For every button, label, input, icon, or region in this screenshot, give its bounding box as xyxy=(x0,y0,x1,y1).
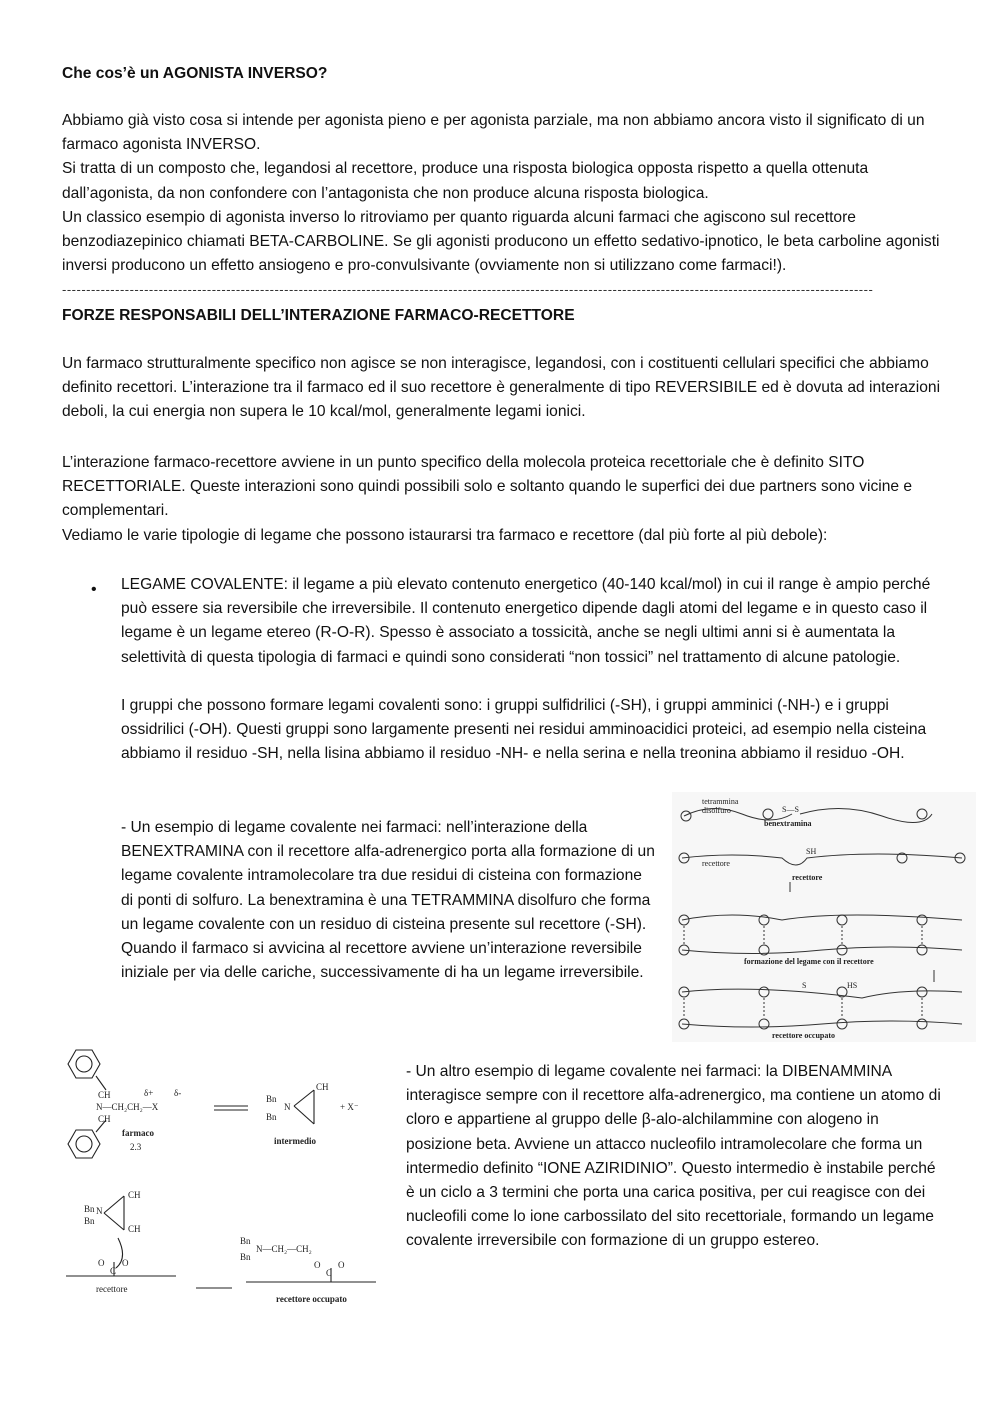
label-bn-6: Bn xyxy=(240,1252,251,1262)
label-o-3: O xyxy=(314,1260,321,1270)
section-title-forze: FORZE RESPONSABILI DELL’INTERAZIONE FARMACO-RECETTORE xyxy=(62,307,575,324)
label-recettore-dib: recettore xyxy=(96,1284,128,1294)
label-ss: S—S xyxy=(782,805,799,814)
label-n-2: N xyxy=(96,1206,103,1216)
label-benextramina: benextramina xyxy=(764,819,812,828)
agonista-inverso-paragraph xyxy=(62,109,942,278)
label-num: 2.3 xyxy=(130,1142,142,1152)
label-recettore-2: recettore xyxy=(792,873,823,882)
dibenammina-paragraph: - Un altro esempio di legame covalente nei farmaci: la DIBENAMMINA interagisce sempre con il recettore alfa-adrenergico, ma contiene un atomo di cloro e appartiene al gruppo delle β-alo-alchilammine con alogeno in posizione beta. Avviene un attacco nucleofilo intramolecolare che forma un intermedio definito “IONE AZIRIDINIO”. Questo intermedio è instabile perché è un ciclo a 3 termini che porta una carica positiva, per cui reagisce con dei nucleofili come lo ione carbossilato del sito recettoriale, formando un legame covalente irreversibile con formazione di un gruppo estereo. xyxy=(406,1063,941,1250)
forze-paragraph-2: L’interazione farmaco-recettore avviene in un punto specifico della molecola proteica recettoriale che è definito SITO RECETTORIALE. Queste interazioni sono quindi possibili solo e soltanto quando le superfici dei due partners sono vicine e complementari. xyxy=(62,454,913,520)
label-recettore-occupato: recettore occupato xyxy=(772,1031,836,1040)
benextramina-diagram xyxy=(672,792,976,1042)
label-s: S xyxy=(802,981,807,990)
benextramina-paragraph: - Un esempio di legame covalente nei farmaci: nell’interazione della BENEXTRAMINA con il recettore alfa-adrenergico porta alla formazione di un legame covalente intramolecolare tra due residui di cisteina con formazione di ponti di solfuro. La benextramina è una TETRAMMINA disolfuro che forma un legame covalente con un residuo di cisteina presente sul recettore (-SH). Quando il farmaco si avvicina al recettore avviene un’interazione reversibile iniziale per via delle cariche, successivamente di ha un legame irreversibile. xyxy=(121,819,655,982)
label-plus-x: + X⁻ xyxy=(340,1102,359,1112)
label-o-1: O xyxy=(98,1258,105,1268)
label-n-1: N xyxy=(284,1102,291,1112)
label-chain2: N—CH₂—CH₂ xyxy=(256,1244,312,1254)
label-delta-plus: δ+ xyxy=(144,1088,154,1098)
label-c-2: C xyxy=(326,1268,333,1278)
label-intermedio: intermedio xyxy=(274,1136,316,1146)
section-divider: ------------------------------------------------------------------------------------------------------------------------------------------------------------------------ xyxy=(62,282,874,297)
label-ch2-a: CH xyxy=(98,1090,111,1100)
label-ch2-c: CH xyxy=(316,1082,329,1092)
forze-paragraph-1: Un farmaco strutturalmente specifico non agisce se non interagisce, legandosi, con i costituenti cellulari specifici che abbiamo definito recettori. L’interazione tra il farmaco ed il suo recettore è generalmente di tipo REVERSIBILE ed è dovuta ad interazioni deboli, la cui energia non supera le 10 kcal/mol, generalmente legami ionici. xyxy=(62,355,941,421)
label-formazione: formazione del legame con il recettore xyxy=(744,957,874,966)
label-bn-3: Bn xyxy=(84,1204,95,1214)
paragraph-line: Si tratta di un composto che, legandosi al recettore, produce una risposta biologica opposta rispetto a quella ottenuta dall’agonista, da non confondere con l’antagonista che non produce alcuna risposta biologica. xyxy=(62,160,869,202)
forze-paragraph-3: Vediamo le varie tipologie di legame che possono istaurarsi tra farmaco e recettore (dal più forte al più debole): xyxy=(62,527,828,544)
label-ch2-d: CH xyxy=(128,1190,141,1200)
label-recettore: recettore xyxy=(702,859,730,868)
legame-covalente-paragraph: LEGAME COVALENTE: il legame a più elevato contenuto energetico (40-140 kcal/mol) in cui il range è ampio perché può essere sia reversibile che irreversibile. Il contenuto energetico dipende dagli atomi del legame e in questo caso il legame è un legame etereo (R-O-R). Spesso è associato a tossicità, anche se negli ultimi anni si è aumentata la selettività di questa tipologia di farmaci e quindi sono considerati “non tossici” nel trattamento di alcune patologie. xyxy=(121,576,931,666)
label-o-4: O xyxy=(338,1260,345,1270)
bullet-symbol: • xyxy=(91,581,97,598)
section-title-agonista-inverso: Che cos’è un AGONISTA INVERSO? xyxy=(62,65,328,82)
label-ch2-b: CH xyxy=(98,1114,111,1124)
label-chain: N—CH₂CH₂—X xyxy=(96,1102,159,1112)
paragraph-line: Abbiamo già visto cosa si intende per agonista pieno e per agonista parziale, ma non abbiamo ancora visto il significato di un farmaco agonista INVERSO. xyxy=(62,112,925,154)
label-c-1: C xyxy=(110,1266,117,1276)
label-disolfuro: disolfuro xyxy=(702,806,731,815)
label-sh: SH xyxy=(806,847,817,856)
gruppi-covalenti-paragraph: I gruppi che possono formare legami covalenti sono: i gruppi sulfidrilici (-SH), i gruppi amminici (-NH-) e i gruppi ossidrilici (-OH). Questi gruppi sono largamente presenti nei residui amminoacidici proteici, ad esempio nella cisteina abbiamo il residuo -SH, nella lisina abbiamo il residuo -NH- e nella serina e nella treonina abbiamo il residuo -OH. xyxy=(121,697,927,763)
label-bn-2: Bn xyxy=(266,1112,277,1122)
label-bn-5: Bn xyxy=(240,1236,251,1246)
label-ch2-e: CH xyxy=(128,1224,141,1234)
label-bn-4: Bn xyxy=(84,1216,95,1226)
label-delta-minus: δ- xyxy=(174,1088,182,1098)
label-hs: HS xyxy=(847,981,858,990)
label-bn-1: Bn xyxy=(266,1094,277,1104)
label-o-2: O xyxy=(122,1258,129,1268)
dibenammina-diagram xyxy=(56,1048,396,1310)
label-recettore-occupato-dib: recettore occupato xyxy=(276,1294,347,1304)
paragraph-line: Un classico esempio di agonista inverso lo ritroviamo per quanto riguarda alcuni farmaci che agiscono sul recettore benzodiazepinico chiamati BETA-CARBOLINE. Se gli agonisti producono un effetto sedativo-ipnotico, le beta carboline agonisti inversi producono un effetto ansiogeno e pro-convulsivante (ovviamente non si utilizzano come farmaci!). xyxy=(62,208,940,275)
label-tetrammina: tetrammina xyxy=(702,797,739,806)
label-farmaco: farmaco xyxy=(122,1128,154,1138)
